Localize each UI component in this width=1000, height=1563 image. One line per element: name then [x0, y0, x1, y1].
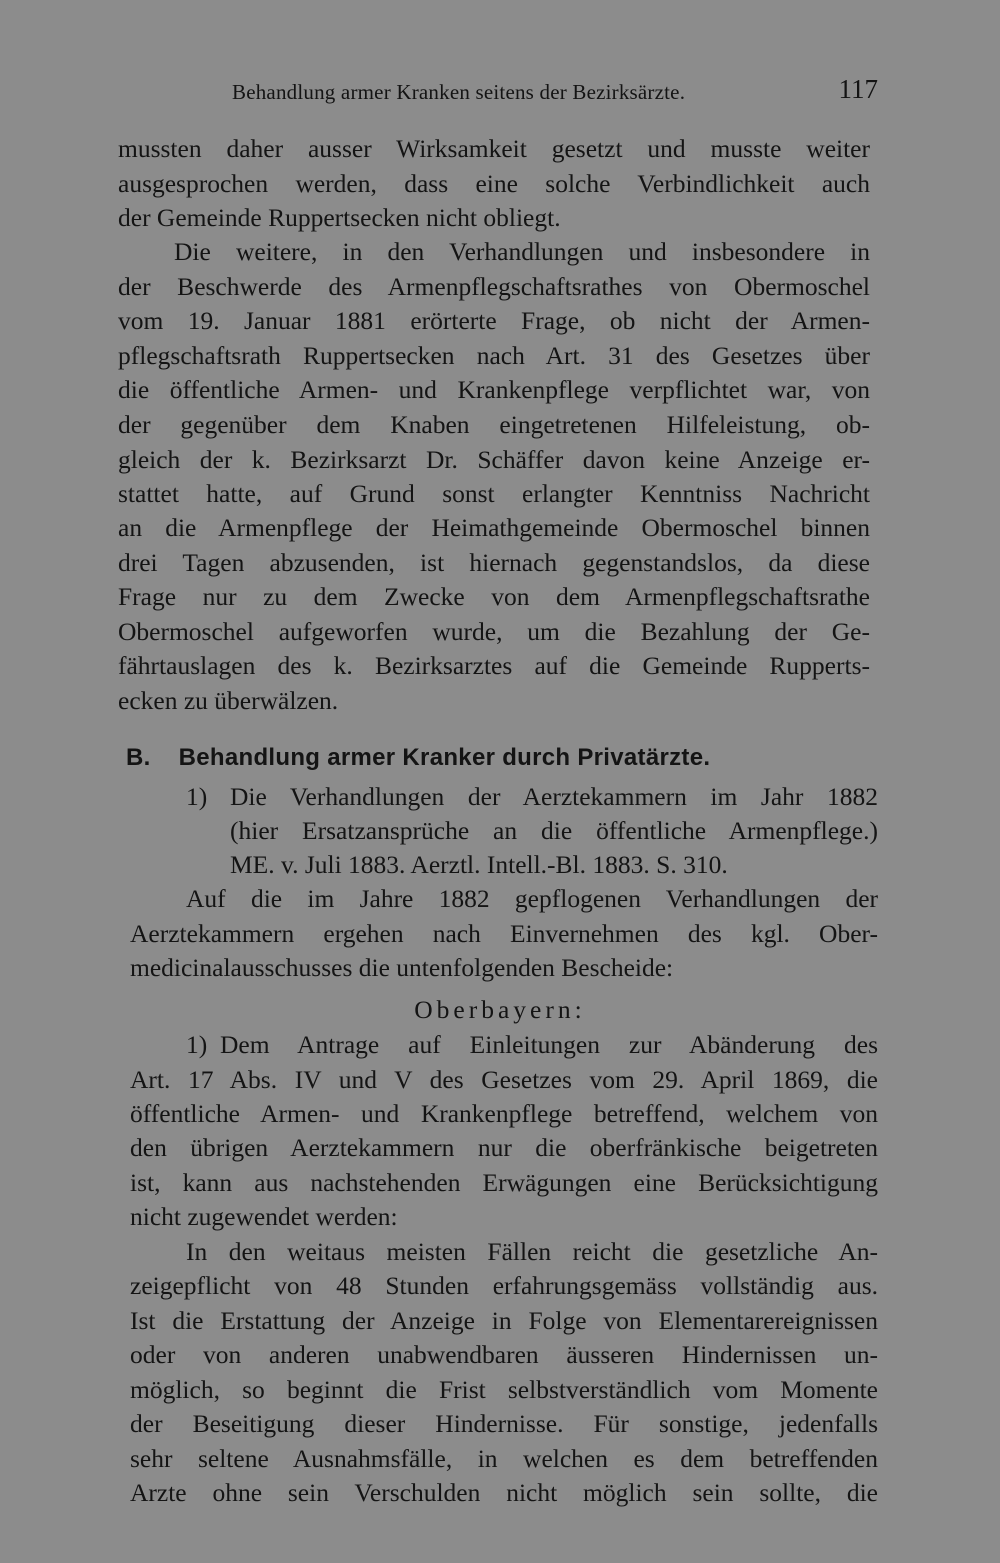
text-line: den übrigen Aerztekammern nur die oberfränkische beigetreten [130, 1133, 878, 1162]
region-heading: Oberbayern: [414, 995, 586, 1024]
reference-line: ME. v. Juli 1883. Aerztl. Intell.-Bl. 1883. S. 310. [230, 850, 728, 879]
section-heading [126, 744, 710, 772]
text-line: die öffentliche Armen- und Krankenpflege verpflichtet war, von [118, 375, 870, 404]
text-line: gleich der k. Bezirksarzt Dr. Schäffer davon keine Anzeige er- [118, 445, 870, 474]
section-title: Behandlung armer Kranker durch Privatärzte. [178, 744, 711, 771]
section-letter: B. [126, 744, 151, 771]
text-line: In den weitaus meisten Fällen reicht die gesetzliche An- [186, 1237, 878, 1266]
running-header [118, 72, 878, 112]
text-line: Arzte ohne sein Verschulden nicht möglich sein sollte, die [130, 1478, 878, 1507]
text-line: oder von anderen unabwendbaren äusseren Hindernissen un- [130, 1340, 878, 1369]
text-line: der Beschwerde des Armenpflegschaftsrathes von Obermoschel [118, 272, 870, 301]
item-number: 1) [186, 1030, 208, 1059]
text-line: Ist die Erstattung der Anzeige in Folge von Elementarereignissen [130, 1306, 878, 1335]
text-line: an die Armenpflege der Heimathgemeinde Obermoschel binnen [118, 513, 870, 542]
text-line: fährtauslagen des k. Bezirksarztes auf die Gemeinde Rupperts- [118, 651, 870, 680]
text-line: der Gemeinde Ruppertsecken nicht obliegt. [118, 203, 561, 232]
text-line: medicinalausschusses die untenfolgenden Bescheide: [130, 953, 674, 982]
text-line: Die weitere, in den Verhandlungen und insbesondere in [174, 237, 870, 266]
running-title: Behandlung armer Kranken seitens der Bezirksärzte. [232, 80, 686, 104]
text-line: der Beseitigung dieser Hindernisse. Für sonstige, jedenfalls [130, 1409, 878, 1438]
text-line: drei Tagen abzusenden, ist hiernach gegenstandslos, da diese [118, 548, 870, 577]
text-line: ist, kann aus nachstehenden Erwägungen eine Berücksichtigung [130, 1168, 878, 1197]
text-line: pflegschaftsrath Ruppertsecken nach Art. 31 des Gesetzes über [118, 341, 870, 370]
text-line: stattet hatte, auf Grund sonst erlangter Kenntniss Nachricht [118, 479, 870, 508]
text-line: ecken zu überwälzen. [118, 686, 339, 715]
reference-line: Die Verhandlungen der Aerztekammern im Jahr 1882 [230, 782, 878, 811]
text-line: Auf die im Jahre 1882 gepflogenen Verhandlungen der [186, 884, 878, 913]
text-line: ausgesprochen werden, dass eine solche Verbindlichkeit auch [118, 169, 870, 198]
text-line: nicht zugewendet werden: [130, 1202, 398, 1231]
reference-line: (hier Ersatzansprüche an die öffentliche Armenpflege.) [230, 816, 878, 845]
text-line: Frage nur zu dem Zwecke von dem Armenpflegschaftsrathe [118, 582, 870, 611]
text-line: Art. 17 Abs. IV und V des Gesetzes vom 29. April 1869, die [130, 1065, 878, 1094]
text-line: öffentliche Armen- und Krankenpflege betreffend, welchem von [130, 1099, 878, 1128]
page-number: 117 [838, 74, 878, 104]
text-line: möglich, so beginnt die Frist selbstverständlich vom Momente [130, 1375, 878, 1404]
text-line: der gegenüber dem Knaben eingetretenen Hilfeleistung, ob- [118, 410, 870, 439]
text-line: sehr seltene Ausnahmsfälle, in welchen es dem betreffenden [130, 1444, 878, 1473]
text-line: zeigepflicht von 48 Stunden erfahrungsgemäss vollständig aus. [130, 1271, 878, 1300]
text-line: Dem Antrage auf Einleitungen zur Abänderung des [220, 1030, 878, 1059]
text-line: Aerztekammern ergehen nach Einvernehmen des kgl. Ober- [130, 919, 878, 948]
text-line: Obermoschel aufgeworfen wurde, um die Bezahlung der Ge- [118, 617, 870, 646]
text-line: mussten daher ausser Wirksamkeit gesetzt und musste weiter [118, 134, 870, 163]
text-line: vom 19. Januar 1881 erörterte Frage, ob nicht der Armen- [118, 306, 870, 335]
reference-number: 1) [186, 782, 208, 811]
